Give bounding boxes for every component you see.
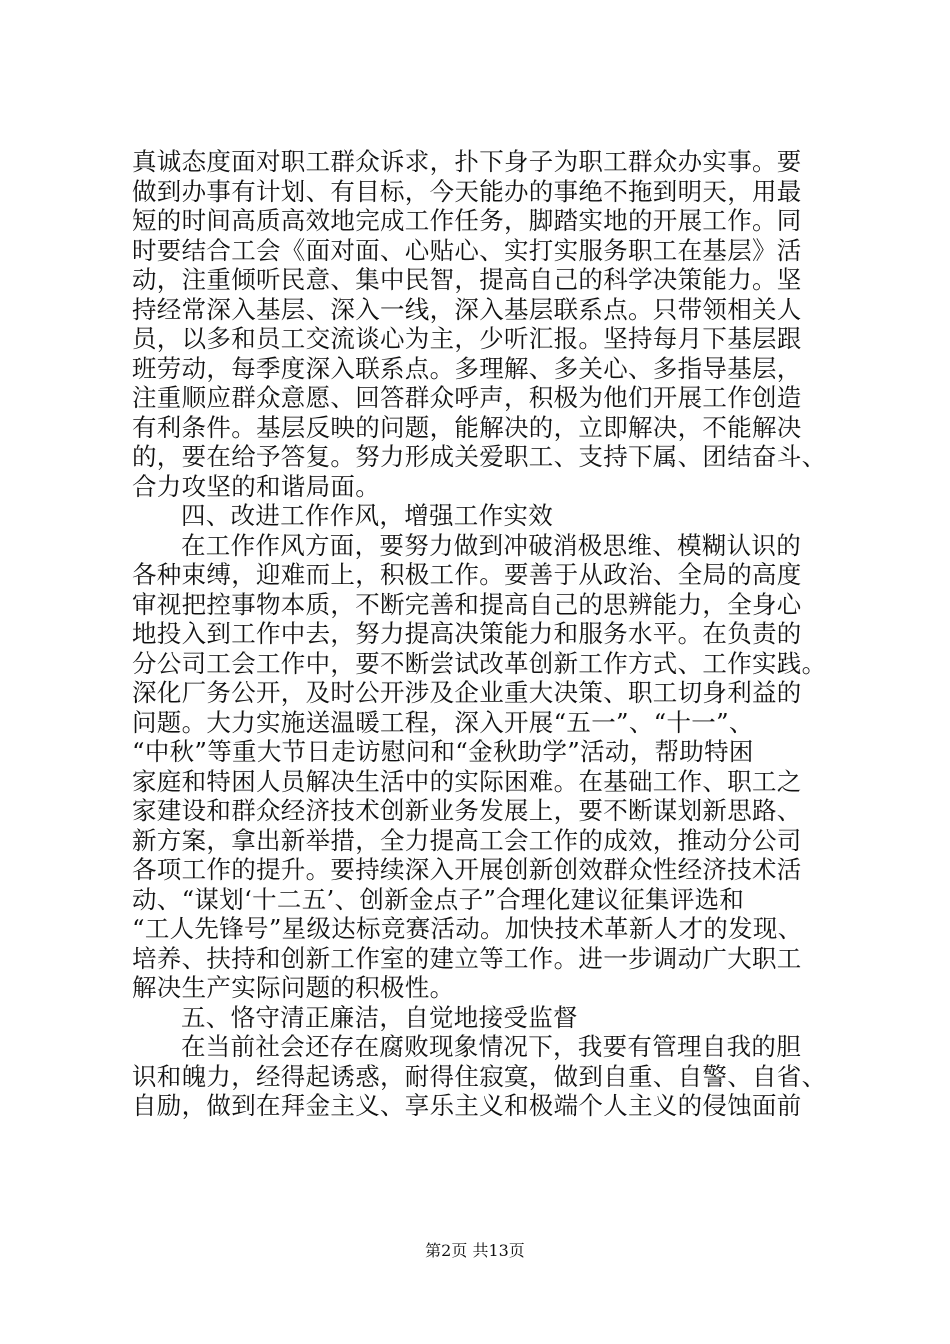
paragraph-first-line: 在当前社会还存在腐败现象情况下，我要有管理自我的胆 [181,1032,801,1061]
body-line: 地投入到工作中去，努力提高决策能力和服务水平。在负责的 [132,619,802,648]
body-line: 有利条件。基层反映的问题，能解决的，立即解决，不能解决 [132,412,802,442]
body-line: 动，注重倾听民意、集中民智，提高自己的科学决策能力。坚 [132,265,802,294]
body-line: 识和魄力，经得起诱惑，耐得住寂寞，做到自重、自警、自省、 [132,1061,827,1091]
page-number-footer: 第2页 共13页 [425,1241,525,1260]
body-line: 真诚态度面对职工群众诉求，扑下身子为职工群众办实事。要 [132,147,802,176]
body-line: 审视把控事物本质，不断完善和提高自己的思辨能力，全身心 [132,589,802,619]
body-line: 的，要在给予答复。努力形成关爱职工、支持下属、团结奋斗、 [132,442,827,471]
body-line: 持经常深入基层、深入一线，深入基层联系点。只带领相关人 [132,294,802,324]
body-line: 问题。大力实施送温暖工程，深入开展“五一”、“十一”、 [132,707,754,737]
body-line: 家庭和特困人员解决生活中的实际困难。在基础工作、职工之 [132,766,802,796]
body-line: 解决生产实际问题的积极性。 [132,973,455,1002]
body-line: 各种束缚，迎难而上，积极工作。要善于从政治、全局的高度 [132,560,802,589]
body-line: 班劳动，每季度深入联系点。多理解、多关心、多指导基层， [132,353,802,383]
body-line: “工人先锋号”星级达标竞赛活动。加快技术革新人才的发现、 [132,914,803,943]
body-line: 做到办事有计划、有目标，今天能办的事绝不拖到明天，用最 [132,176,802,206]
body-line: 员，以多和员工交流谈心为主，少听汇报。坚持每月下基层跟 [132,324,802,353]
body-line: 家建设和群众经济技术创新业务发展上，要不断谋划新思路、 [132,796,802,825]
body-line: 合力攻坚的和谐局面。 [132,471,380,501]
body-line: 动、“谋划‘十二五’、创新金点子”合理化建议征集评选和 [132,884,745,914]
body-line: 短的时间高质高效地完成工作任务，脚踏实地的开展工作。同 [132,206,802,235]
body-line: 分公司工会工作中，要不断尝试改革创新工作方式、工作实践。 [132,648,827,678]
body-line: 培养、扶持和创新工作室的建立等工作。进一步调动广大职工 [132,943,802,973]
body-line: 深化厂务公开，及时公开涉及企业重大决策、职工切身利益的 [132,678,802,707]
body-line: 注重顺应群众意愿、回答群众呼声，积极为他们开展工作创造 [132,383,802,412]
section-heading-4: 四、改进工作作风，增强工作实效 [181,501,553,530]
body-line: “中秋”等重大节日走访慰问和“金秋助学”活动，帮助特困 [132,737,754,766]
body-line: 自励，做到在拜金主义、享乐主义和极端个人主义的侵蚀面前 [132,1091,802,1120]
document-body [132,147,850,1121]
body-line: 时要结合工会《面对面、心贴心、实打实服务职工在基层》活 [132,235,802,265]
body-line: 新方案，拿出新举措，全力提高工会工作的成效，推动分公司 [132,825,802,855]
section-heading-5: 五、恪守清正廉洁，自觉地接受监督 [181,1002,578,1032]
paragraph-first-line: 在工作作风方面，要努力做到冲破消极思维、模糊认识的 [181,530,801,560]
body-line: 各项工作的提升。要持续深入开展创新创效群众性经济技术活 [132,855,802,884]
